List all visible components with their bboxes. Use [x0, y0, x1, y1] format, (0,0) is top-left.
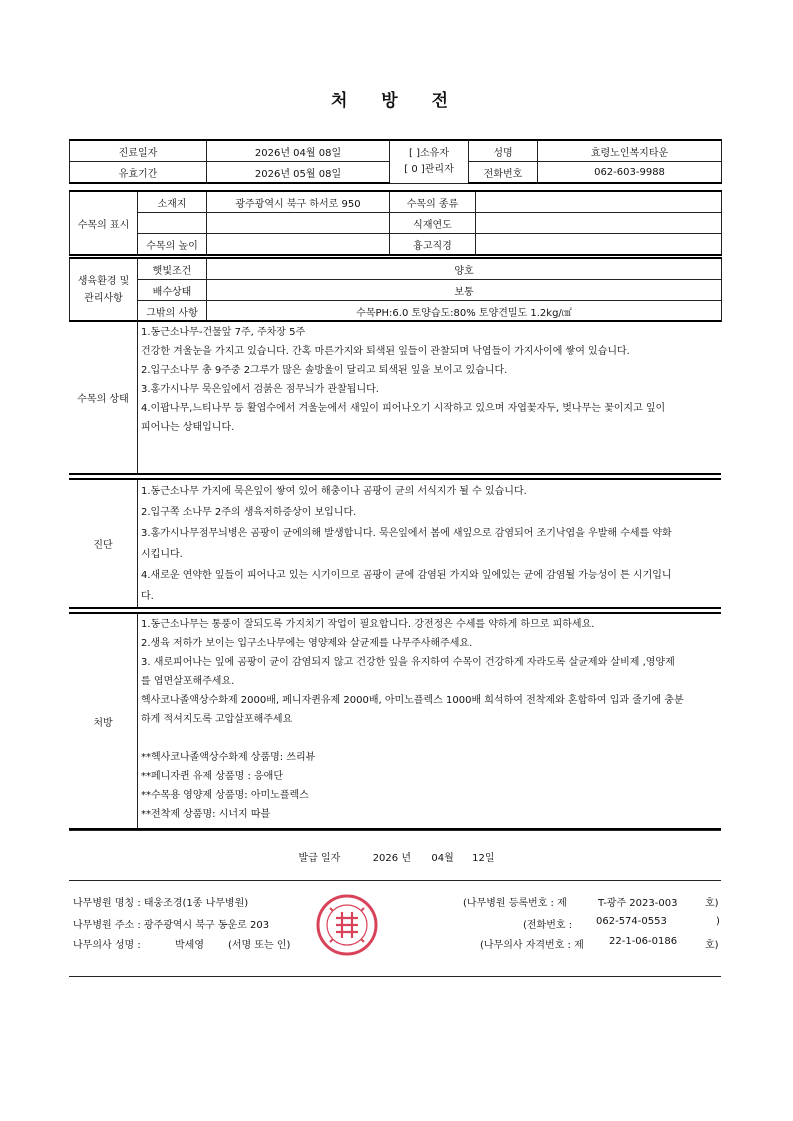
prescription-line: **수목용 영양제 상품명: 아미노플렉스 — [141, 790, 309, 801]
valid-date: 2026년 05월 08일 — [207, 162, 390, 184]
visit-date-label: 진료일자 — [70, 140, 207, 162]
prescription-label: 처방 — [93, 717, 113, 729]
location-value: 광주광역시 북구 하서로 950 — [207, 191, 390, 213]
diagnosis-line: 3.홍가시나무점무늬병은 곰팡이 균에의해 발생합니다. 묵은잎에서 봄에 새잎으로 감염되어 조기낙엽을 우발해 수세를 약화 — [141, 528, 672, 539]
name-label: 성명 — [469, 140, 538, 162]
environment-table — [69, 257, 722, 322]
condition-line: 1.동근소나무-건물앞 7주, 주차장 5주 — [141, 327, 306, 338]
location-label: 소재지 — [138, 191, 207, 213]
doctor-label: 나무의사 성명 : — [73, 940, 141, 951]
hospital-address: 나무병원 주소 : 광주광역시 북구 동운로 203 — [73, 920, 270, 931]
species-value — [476, 191, 722, 213]
doctor-name: 박세영 — [175, 940, 204, 951]
divider — [69, 880, 721, 881]
page-title: 처 방 전 — [330, 91, 463, 111]
issue-date — [0, 849, 793, 864]
issue-month: 04월 — [431, 853, 454, 864]
condition-body — [137, 322, 721, 473]
license-suffix: 호) — [705, 940, 719, 951]
manager-label: [ 0 ]관리자 — [404, 163, 454, 175]
reg-suffix: 호) — [705, 898, 719, 909]
planting-year-value — [476, 213, 722, 234]
prescription-line — [141, 729, 718, 748]
license-value: 22-1-06-0186 — [609, 936, 678, 947]
diagnosis-line: 다. — [141, 591, 154, 602]
prescription-line: 2.생육 저하가 보이는 입구소나무에는 영양제와 살균제를 나무주사해주세요. — [141, 638, 473, 649]
prescription-line: 헥사코나졸액상수화제 2000배, 페니자퀸유제 2000배, 아미노플렉스 1000배 희석하여 전착제와 혼합하여 입과 줄기에 충분 — [141, 695, 684, 706]
issue-label: 발급 일자 — [298, 853, 341, 864]
issue-year: 2026 년 — [372, 853, 411, 864]
diagnosis-body — [137, 480, 721, 607]
valid-label: 유효기간 — [70, 162, 207, 184]
dbh-value — [476, 234, 722, 256]
environment-label-2: 관리사항 — [84, 293, 123, 304]
drainage-value: 보통 — [207, 280, 722, 301]
prescription-line: 를 엽면살포해주세요. — [141, 676, 235, 687]
diagnosis-line: 2.입구쪽 소나무 2주의 생육저하증상이 보입니다. — [141, 507, 357, 518]
condition-label: 수목의 상태 — [77, 394, 129, 405]
license-label: (나무의사 자격번호 : 제 — [480, 940, 584, 951]
prescription-line: **페니자퀸 유제 상품명 : 응애단 — [141, 771, 284, 782]
tree-info-label: 수목의 표시 — [70, 191, 138, 255]
condition-line: 4.이팝나무,느티나무 등 활엽수에서 겨울눈에서 새잎이 피어나오기 시작하고 있으며 자엽꽃자두, 벚나무는 꽃이지고 잎이 — [141, 403, 666, 414]
environment-label-1: 생육환경 및 — [77, 276, 130, 287]
divider — [69, 976, 721, 977]
drainage-label: 배수상태 — [138, 280, 207, 301]
condition-line: 3.홍가시나무 묵은잎에서 검붉은 점무늬가 관찰됩니다. — [141, 384, 379, 395]
sign-note: (서명 또는 인) — [228, 940, 291, 951]
height-label: 수목의 높이 — [138, 234, 207, 256]
other-label: 그밖의 사항 — [138, 301, 207, 322]
planting-year-label: 식재연도 — [390, 213, 476, 234]
issue-day: 12일 — [472, 853, 495, 864]
diagnosis-section — [69, 478, 721, 609]
phone-suffix: ) — [716, 916, 720, 927]
prescription-section — [69, 612, 721, 830]
condition-line: 피어나는 상태입니다. — [141, 422, 235, 433]
condition-line: 건강한 겨울눈을 가지고 있습니다. 간혹 마른가지와 퇴색된 잎들이 관찰되며 낙엽들이 가지사이에 쌓여 있습니다. — [141, 346, 630, 357]
divider — [69, 830, 721, 831]
phone-value: 062-574-0553 — [596, 916, 667, 927]
reg-value: T-광주 2023-003 — [598, 898, 678, 909]
name-value: 효령노인복지타운 — [538, 140, 722, 162]
prescription-body — [137, 614, 721, 828]
visit-date: 2026년 04월 08일 — [207, 140, 390, 162]
condition-line: 2.입구소나무 총 9주중 2그루가 많은 솔방울이 달리고 퇴색된 잎을 보이고 있습니다. — [141, 365, 508, 376]
diagnosis-line: 4.새로운 연약한 잎들이 피어나고 있는 시기이므로 곰팡이 균에 감염된 가지와 잎에있는 균에 감염될 가능성이 튼 시기입니 — [141, 570, 672, 581]
tree-info-table — [69, 190, 722, 256]
diagnosis-line: 1.동근소나무 가지에 묵은잎이 쌓여 있어 해충이나 곰팡이 균의 서식지가 될 수 있습니다. — [141, 486, 527, 497]
height-value — [207, 234, 390, 256]
prescription-line: 3. 새로피어나는 잎에 곰팡이 균이 감염되지 않고 건강한 잎을 유지하여 수목이 건강하게 자라도록 살균제와 살비제 ,영양제 — [141, 657, 675, 668]
official-seal-icon — [316, 894, 378, 956]
phone-label: 전화번호 — [469, 162, 538, 184]
dbh-label: 흉고직경 — [390, 234, 476, 256]
phone-label: (전화번호 : — [523, 920, 573, 931]
phone-value: 062-603-9988 — [538, 162, 722, 184]
prescription-line: **전착제 상품명: 시너지 따블 — [141, 809, 271, 820]
prescription-line: **헥사코나졸액상수화제 상품명: 쓰리뷰 — [141, 752, 316, 763]
sunlight-label: 햇빛조건 — [138, 258, 207, 280]
prescription-line: 하게 적셔지도록 고압살포해주세요 — [141, 714, 293, 725]
other-value: 수목PH:6.0 토양습도:80% 토양견밀도 1.2kg/㎠ — [207, 301, 722, 322]
sunlight-value: 양호 — [207, 258, 722, 280]
condition-section — [69, 320, 721, 475]
diagnosis-line: 시킵니다. — [141, 549, 183, 560]
diagnosis-label: 진단 — [93, 540, 113, 551]
reg-label: (나무병원 등록번호 : 제 — [463, 898, 567, 909]
owner-label: [ ]소유자 — [409, 147, 449, 159]
hospital-name: 나무병원 명칭 : 태웅조경(1종 나무병원) — [73, 898, 249, 909]
species-label: 수목의 종류 — [390, 191, 476, 213]
header-table — [69, 139, 722, 184]
prescription-line: 1.동근소나무는 통풍이 잘되도록 가지치기 작업이 필요합니다. 강전정은 수세를 약하게 하므로 피하세요. — [141, 619, 595, 630]
